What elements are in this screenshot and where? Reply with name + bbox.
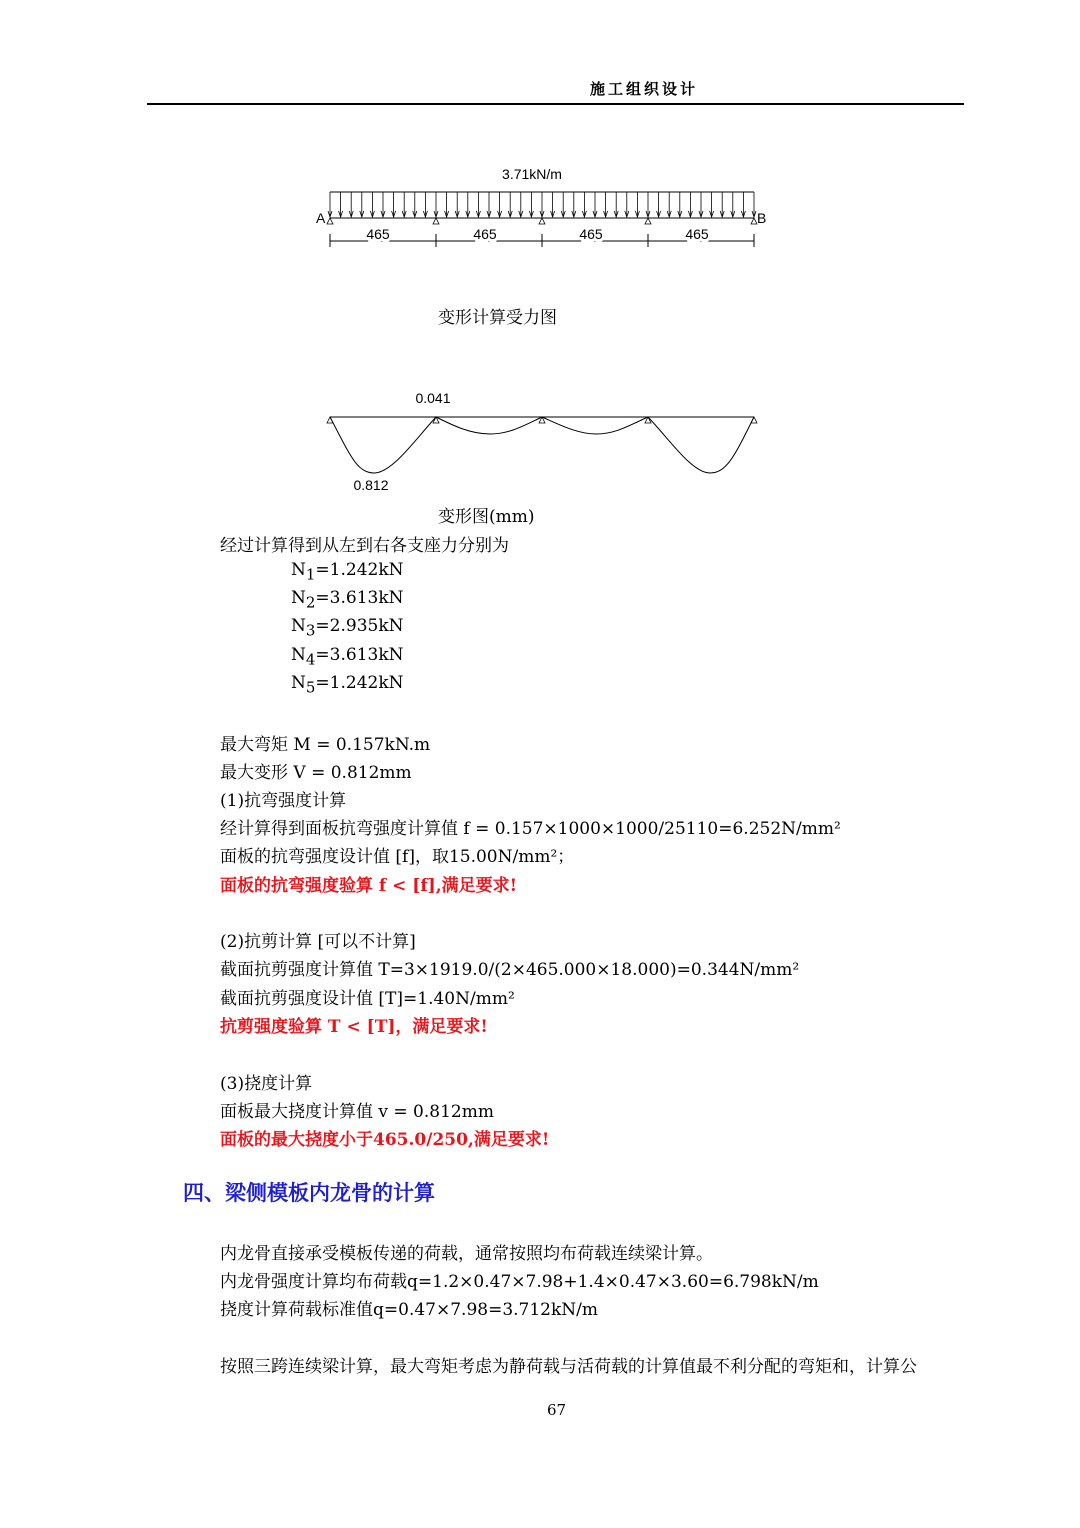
section-4-paragraph-4: 按照三跨连续梁计算，最大弯矩考虑为静荷载与活荷载的计算值最不利分配的弯矩和，计算公: [220, 1357, 917, 1377]
support-triangle: [327, 218, 333, 224]
deflection-title: (3)挠度计算: [220, 1074, 313, 1094]
reaction-item: $N_3=2.935kN$: [291, 616, 404, 640]
support-b-label: B: [757, 210, 767, 226]
header-title: 施工组织设计: [590, 80, 699, 98]
reaction-item: $N_1=1.242kN$: [291, 560, 404, 584]
supports: [327, 218, 757, 224]
bending-check: 面板的抗弯强度验算 f < [f],满足要求!: [220, 876, 518, 896]
span-label-1: 465: [366, 226, 390, 242]
max-moment: 最大弯矩 M = 0.157kN.m: [220, 735, 431, 755]
load-label: 3.71kN/m: [502, 166, 562, 182]
deflection-top-label: 0.041: [415, 390, 451, 406]
reaction-item: $N_2=3.613kN$: [291, 588, 404, 612]
dimension-labels: [366, 226, 709, 242]
deflection-calc: 面板最大挠度计算值 v = 0.812mm: [220, 1102, 494, 1122]
load-arrows: [328, 192, 756, 217]
deflection-bottom-label: 0.812: [353, 477, 389, 493]
shear-calc: 截面抗剪强度计算值 T=3×1919.0/(2×465.000×18.000)=0.344N/mm²: [220, 960, 800, 980]
reaction-item: $N_5=1.242kN$: [291, 673, 404, 697]
section-4-title: 四、梁侧模板内龙骨的计算: [183, 1180, 435, 1205]
span-label-2: 465: [473, 226, 497, 242]
deflection-curve: [330, 417, 754, 473]
deflection-check: 面板的最大挠度小于465.0/250,满足要求!: [220, 1130, 550, 1150]
reactions-intro: 经过计算得到从左到右各支座力分别为: [220, 536, 509, 556]
page-number: 67: [547, 1401, 567, 1419]
figure1-caption: 变形计算受力图: [438, 308, 557, 328]
bending-calc: 经计算得到面板抗弯强度计算值 f = 0.157×1000×1000/25110=6.252N/mm²: [220, 819, 841, 839]
figure2-caption: 变形图(mm): [438, 507, 535, 527]
shear-check: 抗剪强度验算 T < [T]，满足要求!: [220, 1017, 488, 1037]
span-label-4: 465: [685, 226, 709, 242]
support-a-label: A: [316, 210, 326, 226]
bending-title: (1)抗弯强度计算: [220, 791, 347, 811]
support-triangle: [645, 218, 651, 224]
span-label-3: 465: [579, 226, 603, 242]
support-triangle: [433, 218, 439, 224]
reaction-item: $N_4=3.613kN$: [291, 645, 404, 669]
max-deformation: 最大变形 V = 0.812mm: [220, 763, 412, 783]
section-4-paragraph-2: 内龙骨强度计算均布荷载q=1.2×0.47×7.98+1.4×0.47×3.60=6.798kN/m: [220, 1272, 819, 1292]
bending-design: 面板的抗弯强度设计值 [f]，取15.00N/mm²；: [220, 847, 575, 867]
deformation-diagram: [0, 380, 1080, 505]
shear-title: (2)抗剪计算 [可以不计算]: [220, 932, 416, 952]
support-triangle: [539, 218, 545, 224]
shear-design: 截面抗剪强度设计值 [T]=1.40N/mm²: [220, 989, 515, 1009]
supports: [327, 417, 757, 423]
load-diagram: [0, 0, 1080, 300]
section-4-paragraph-3: 挠度计算荷载标准值q=0.47×7.98=3.712kN/m: [220, 1300, 599, 1320]
section-4-paragraph-1: 内龙骨直接承受模板传递的荷载，通常按照均布荷载连续梁计算。: [220, 1244, 713, 1264]
